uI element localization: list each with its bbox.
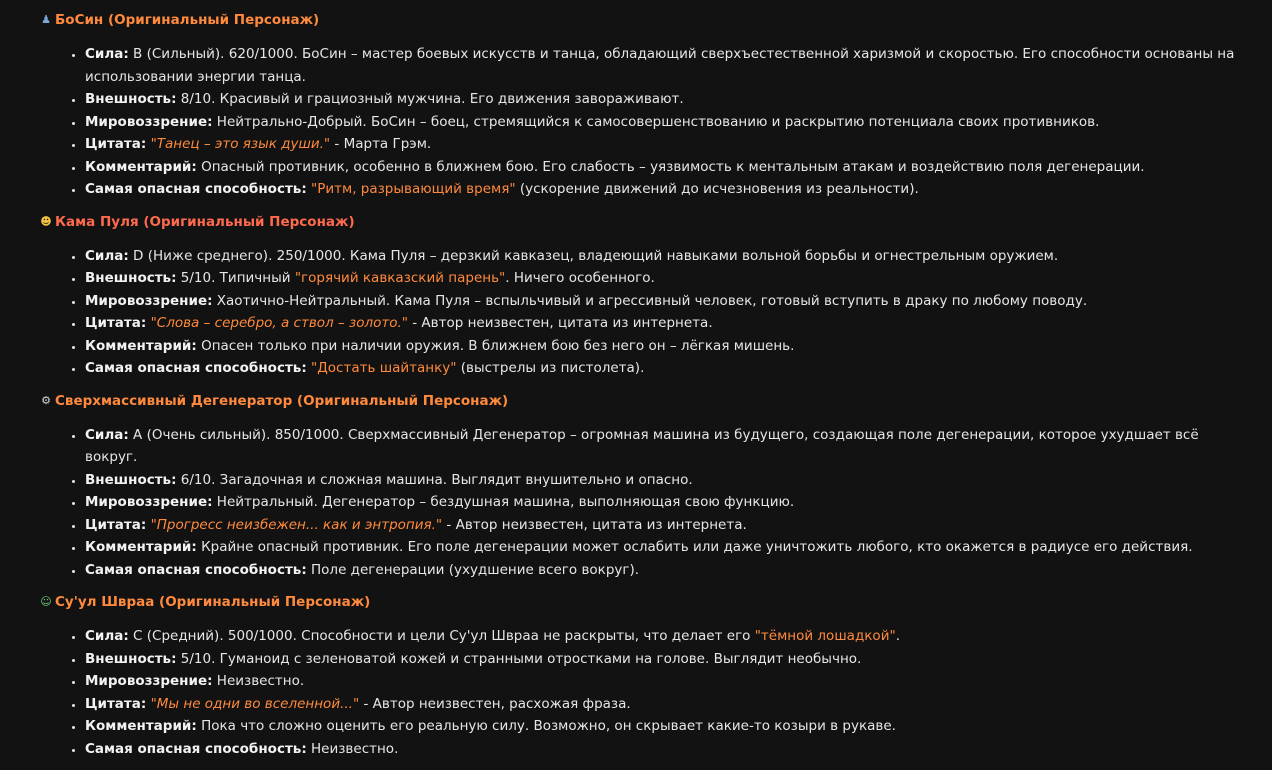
appearance-label: Внешность: [85,270,177,286]
list-item-comment [85,715,1252,738]
character-title [40,211,1252,233]
strength-suffix: . [895,628,900,644]
character-name: Кама Пуля (Оригинальный Персонаж) [55,213,355,230]
alignment-label: Мировоззрение: [85,494,213,510]
character-title [40,390,1252,412]
list-item-ability [85,357,1252,380]
appearance-text: 8/10. Красивый и грациозный мужчина. Его движения завораживают. [176,91,684,107]
appearance-highlight: "горячий кавказский парень" [294,270,506,286]
ability-text: Неизвестно. [306,740,399,757]
list-item-alignment [85,290,1252,313]
list-item-strength [85,424,1252,469]
ability-suffix: (ускорение движений до исчезновения из реальности). [515,181,919,197]
list-item-strength [85,625,1252,648]
list-item-comment [85,335,1252,358]
list-item-quote [85,133,1252,156]
character-stats-list [40,43,1252,201]
character-name: Су'ул Швраа (Оригинальный Персонаж) [55,594,371,610]
quote-suffix: - Автор неизвестен, цитата из интернета. [442,516,747,533]
appearance-label: Внешность: [85,91,177,107]
character-section [40,211,1252,380]
ability-highlight: "Ритм, разрывающий время" [311,181,516,197]
appearance-suffix: . Ничего особенного. [505,270,655,286]
comment-text: Опасный противник, особенно в ближнем бою. Его слабость – уязвимость к ментальным атакам и воздействию поля дегенерации. [196,158,1145,175]
person-icon: ♟ [41,13,51,26]
character-title [40,591,1252,613]
comment-text: Пока что сложно оценить его реальную силу. Возможно, он скрывает какие-то козыри в рукаве. [196,718,896,734]
alignment-text: Хаотично-Нейтральный. Кама Пуля – вспыльчивый и агрессивный человек, готовый вступить в драку по любому поводу. [212,292,1088,309]
list-item-ability [85,178,1252,201]
list-item-alignment [85,491,1252,514]
quote-label: Цитата: [85,516,147,533]
quote-text: "Танец – это язык души." [150,136,331,152]
comment-label: Комментарий: [85,158,197,175]
strength-label: Сила: [85,628,129,644]
gear-icon: ⚙ [41,393,51,407]
appearance-text: 5/10. Гуманоид с зеленоватой кожей и странными отростками на голове. Выглядит необычно. [176,650,862,667]
list-item-appearance [85,88,1252,111]
comment-text: Крайне опасный противник. Его поле дегенерации может ослабить или даже уничтожить любого, кто окажется в радиусе его действия. [196,539,1193,555]
list-item-strength [85,43,1252,88]
alignment-label: Мировоззрение: [85,113,213,130]
character-section [40,390,1252,582]
list-item-appearance [85,469,1252,492]
list-item-comment [85,156,1252,179]
strength-text: D (Ниже среднего). 250/1000. Кама Пуля – дерзкий кавказец, владеющий навыками вольной борьбы и огнестрельным оружием. [128,247,1059,264]
list-item-comment [85,536,1252,559]
quote-text: "Слова – серебро, а ствол – золото." [150,315,408,331]
comment-label: Комментарий: [85,337,197,354]
face-icon: ☻ [40,214,52,228]
character-stats-list [40,424,1252,582]
alignment-text: Неизвестно. [212,673,305,689]
alignment-text: Нейтральный. Дегенератор – бездушная машина, выполняющая свою функцию. [212,494,795,510]
ability-text: Поле дегенерации (ухудшение всего вокруг). [306,561,640,578]
strength-highlight: "тёмной лошадкой" [754,628,896,644]
strength-label: Сила: [85,46,129,62]
quote-text: "Прогресс неизбежен... как и энтропия." [150,516,443,533]
character-name: Сверхмассивный Дегенератор (Оригинальный Персонаж) [55,392,509,409]
character-stats-list [40,245,1252,380]
quote-label: Цитата: [85,695,147,712]
alignment-label: Мировоззрение: [85,292,213,309]
character-title [40,9,1252,31]
ability-suffix: (выстрелы из пистолета). [456,360,645,376]
appearance-label: Внешность: [85,471,177,488]
strength-label: Сила: [85,247,129,264]
list-item-ability [85,559,1252,582]
chat-message-content [40,9,1252,770]
list-item-ability [85,738,1252,761]
ability-label: Самая опасная способность: [85,360,307,376]
comment-label: Комментарий: [85,718,197,734]
appearance-text: 6/10. Загадочная и сложная машина. Выглядит внушительно и опасно. [176,471,693,488]
list-item-quote [85,514,1252,537]
strength-text: B (Сильный). 620/1000. БоСин – мастер боевых искусств и танца, обладающий сверхъестественной харизмой и скоростью. Его способности основаны на использовании энергии танца. [85,46,1235,85]
alien-icon: ☺ [40,595,52,608]
quote-suffix: - Автор неизвестен, расхожая фраза. [359,695,631,712]
strength-prefix: C (Средний). 500/1000. Способности и цели Су'ул Швраа не раскрыты, что делает его [128,628,755,644]
strength-label: Сила: [85,426,129,443]
quote-label: Цитата: [85,315,147,331]
list-item-appearance [85,267,1252,290]
appearance-label: Внешность: [85,650,177,667]
character-section [40,591,1252,760]
character-name: БоСин (Оригинальный Персонаж) [55,12,320,28]
list-item-quote [85,312,1252,335]
list-item-alignment [85,111,1252,134]
quote-label: Цитата: [85,136,147,152]
quote-suffix: - Автор неизвестен, цитата из интернета. [407,315,713,331]
ability-label: Самая опасная способность: [85,181,307,197]
character-section [40,9,1252,201]
ability-label: Самая опасная способность: [85,561,307,578]
list-item-quote [85,693,1252,716]
comment-text: Опасен только при наличии оружия. В ближнем бою без него он – лёгкая мишень. [196,337,795,354]
quote-suffix: - Марта Грэм. [330,136,432,152]
quote-text: "Мы не одни во вселенной..." [150,695,360,712]
list-item-appearance [85,648,1252,671]
comment-label: Комментарий: [85,539,197,555]
alignment-text: Нейтрально-Добрый. БоСин – боец, стремящийся к самосовершенствованию и раскрытию потенциала своих противников. [212,113,1100,130]
ability-label: Самая опасная способность: [85,740,307,757]
appearance-prefix: 5/10. Типичный [176,270,295,286]
alignment-label: Мировоззрение: [85,673,213,689]
ability-highlight: "Достать шайтанку" [311,360,457,376]
list-item-alignment [85,670,1252,693]
list-item-strength [85,245,1252,268]
strength-text: A (Очень сильный). 850/1000. Сверхмассивный Дегенератор – огромная машина из будущего, создающая поле дегенерации, которое ухудшает всё вокруг. [85,426,1199,465]
character-stats-list [40,625,1252,760]
